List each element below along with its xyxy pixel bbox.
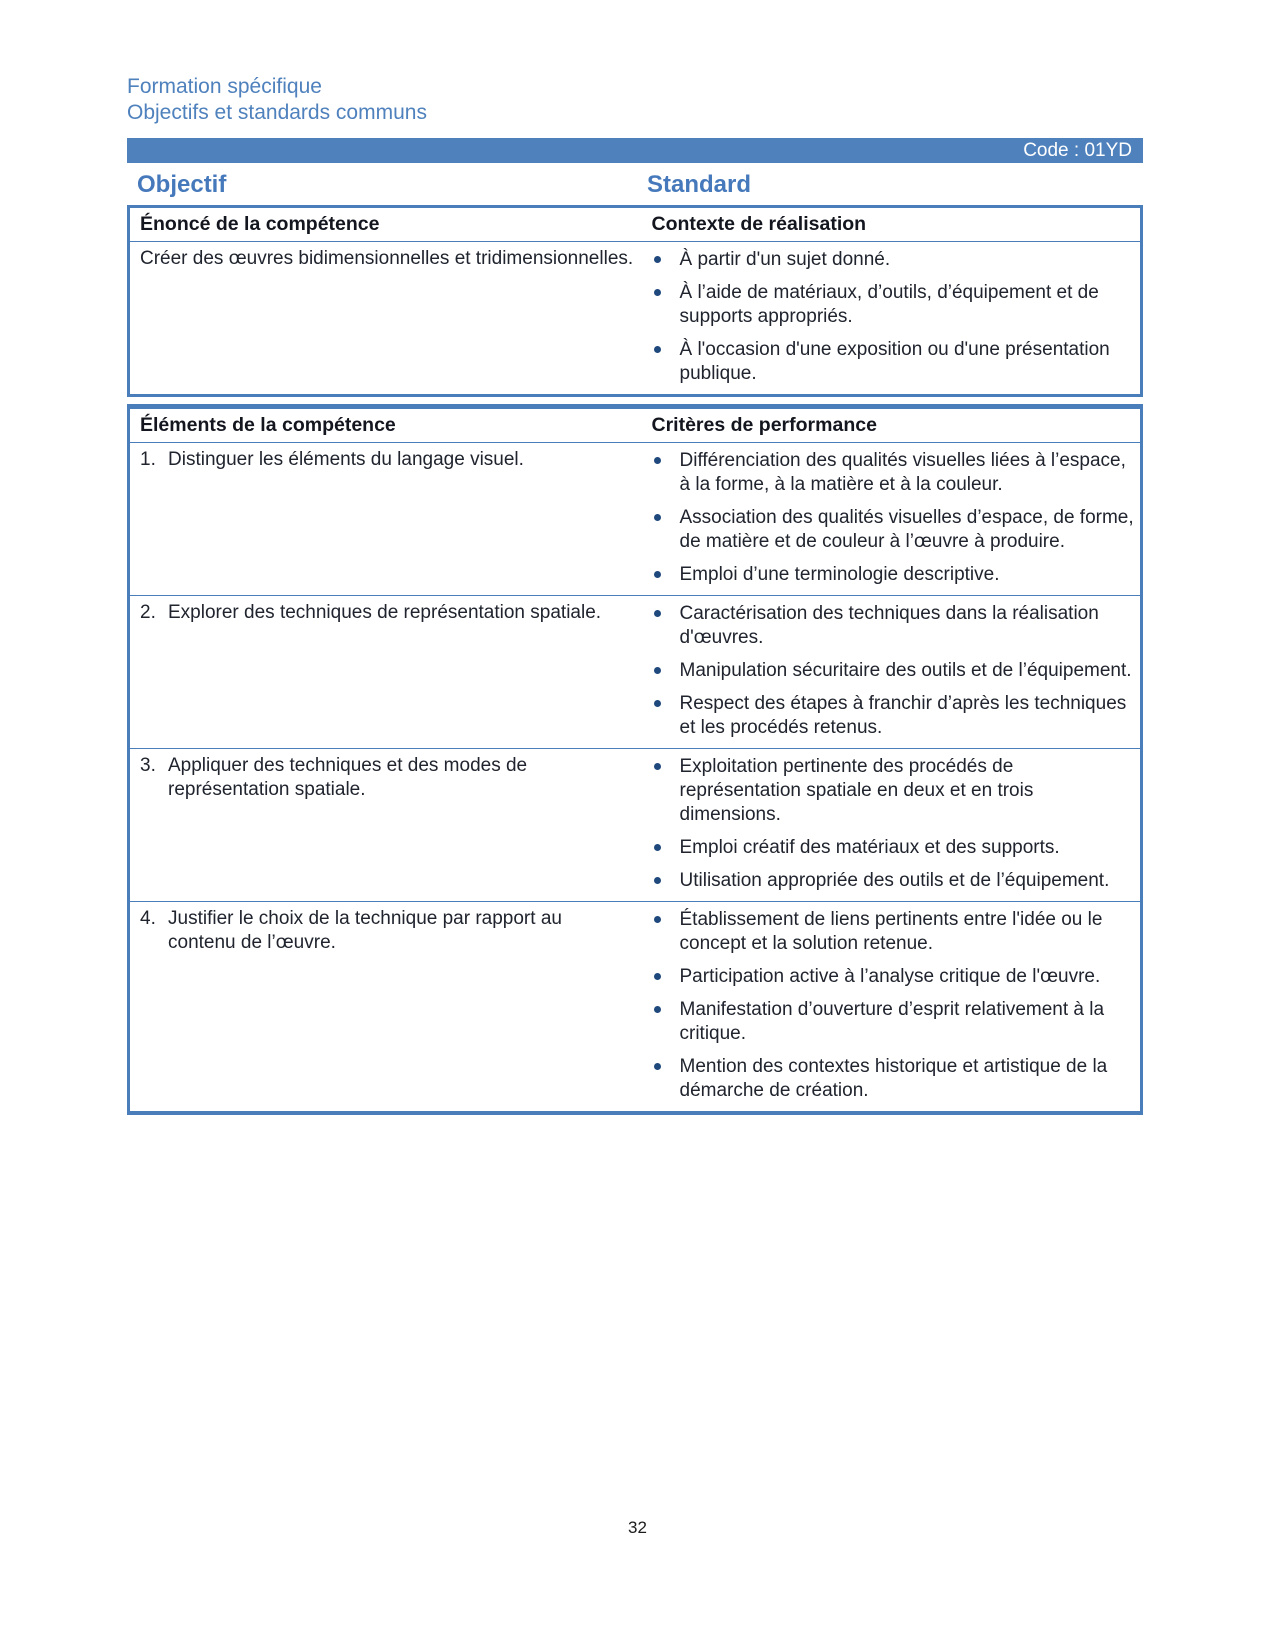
objectif-heading: Objectif (137, 171, 227, 198)
criteria-bullet: Manipulation sécuritaire des outils et de l’équipement. (649, 659, 1135, 683)
table2-header-row (129, 407, 1142, 443)
table-row (129, 902, 1142, 1114)
bullet-icon (654, 610, 661, 617)
contexte-bullets (642, 242, 1142, 396)
criteria-bullet: Établissement de liens pertinents entre l'idée ou le concept et la solution retenue. (649, 908, 1135, 956)
context-bullet: À partir d'un sujet donné. (649, 248, 1135, 272)
bullet-icon (654, 1063, 661, 1070)
standard-heading: Standard (647, 171, 752, 198)
criteria-bullet: Utilisation appropriée des outils et de l’équipement. (649, 869, 1135, 893)
contexte-header: Contexte de réalisation (642, 207, 1142, 242)
bullet-icon (654, 256, 661, 263)
heading-line-1: Formation spécifique (127, 75, 322, 98)
element-cell (129, 902, 642, 1114)
criteria-bullet: Participation active à l’analyse critique de l'œuvre. (649, 965, 1135, 989)
elements-header: Éléments de la compétence (129, 407, 642, 443)
enonce-header: Énoncé de la compétence (129, 207, 642, 242)
criteria-bullet: Emploi créatif des matériaux et des supports. (649, 836, 1135, 860)
enonce-contexte-table (127, 205, 1143, 397)
criteria-bullet: Association des qualités visuelles d’espace, de forme, de matière et de couleur à l’œuvre à produire. (649, 506, 1135, 554)
document-heading (127, 74, 1143, 126)
bullet-icon (654, 571, 661, 578)
context-bullet: À l'occasion d'une exposition ou d'une présentation publique. (649, 338, 1135, 386)
element-cell (129, 749, 642, 902)
criteria-cell (642, 596, 1142, 749)
criteria-bullet: Mention des contextes historique et artistique de la démarche de création. (649, 1055, 1135, 1103)
bullet-icon (654, 844, 661, 851)
bullet-icon (654, 514, 661, 521)
criteria-cell (642, 443, 1142, 596)
numbered-element: 1. Distinguer les éléments du langage visuel. (140, 449, 524, 470)
bullet-icon (654, 763, 661, 770)
bullet-icon (654, 457, 661, 464)
document-content (127, 74, 1143, 1115)
code-bar (127, 138, 1143, 163)
criteria-cell (642, 749, 1142, 902)
bullet-icon (654, 1006, 661, 1013)
criteria-bullet: Caractérisation des techniques dans la réalisation d'œuvres. (649, 602, 1135, 650)
criteres-header: Critères de performance (642, 407, 1142, 443)
bullet-icon (654, 973, 661, 980)
criteria-cell (642, 902, 1142, 1114)
column-headings (127, 171, 1143, 199)
page-number: 32 (628, 1518, 647, 1537)
bullet-icon (654, 346, 661, 353)
context-bullet: À l’aide de matériaux, d’outils, d’équipement et de supports appropriés. (649, 281, 1135, 329)
table1-header-row (129, 207, 1142, 242)
bullet-icon (654, 667, 661, 674)
bullet-icon (654, 877, 661, 884)
table-row (129, 443, 1142, 596)
criteria-bullet: Emploi d’une terminologie descriptive. (649, 563, 1135, 587)
criteria-bullet: Exploitation pertinente des procédés de représentation spatiale en deux et en trois dimensions. (649, 755, 1135, 827)
heading-line-2: Objectifs et standards communs (127, 101, 427, 124)
bullet-icon (654, 289, 661, 296)
competence-statement: Créer des œuvres bidimensionnelles et tridimensionnelles. (140, 248, 634, 269)
criteria-bullet: Différenciation des qualités visuelles liées à l’espace, à la forme, à la matière et à la couleur. (649, 449, 1135, 497)
criteria-bullet: Respect des étapes à franchir d’après les techniques et les procédés retenus. (649, 692, 1135, 740)
table1-body-row (129, 242, 1142, 396)
code-label: Code : 01YD (1023, 140, 1132, 161)
table-row (129, 596, 1142, 749)
bullet-icon (654, 916, 661, 923)
numbered-element: 2. Explorer des techniques de représentation spatiale. (140, 602, 602, 623)
elements-criteres-table (127, 404, 1143, 1115)
numbered-element: 3. Appliquer des techniques et des modes de représentation spatiale. (140, 755, 528, 800)
numbered-element: 4. Justifier le choix de la technique par rapport au contenu de l’œuvre. (140, 908, 562, 953)
criteria-bullet: Manifestation d’ouverture d’esprit relativement à la critique. (649, 998, 1135, 1046)
element-cell (129, 596, 642, 749)
bullet-icon (654, 700, 661, 707)
element-cell (129, 443, 642, 596)
table-row (129, 749, 1142, 902)
